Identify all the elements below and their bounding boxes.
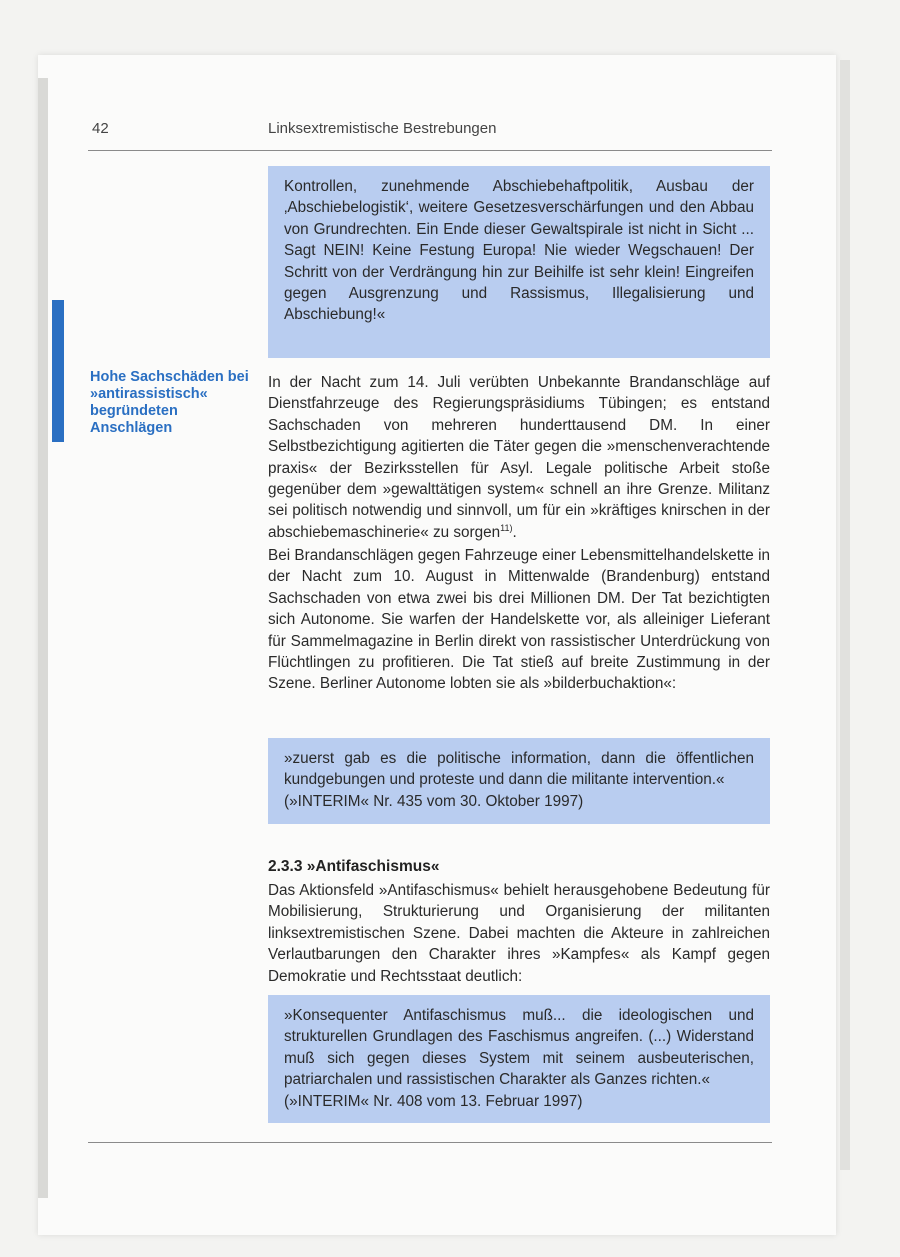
quote-bottom-text: »Konsequenter Antifaschismus muß... die ideologischen und strukturellen Grundlagen des Faschismus angreifen. (...) Widerstand muß sich gegen dieses System mit seinem ausbeuterischen, patriarchalen und rassistischen Charakter als Ganzes richten.«	[284, 1007, 754, 1089]
running-title: Linksextremistische Bestrebungen	[268, 120, 497, 137]
paragraph-1	[268, 372, 770, 543]
quote-middle-source: (»INTERIM« Nr. 435 vom 30. Oktober 1997)	[284, 792, 584, 810]
margin-accent-tab	[52, 300, 64, 442]
section-heading: 2.3.3 »Antifaschismus«	[268, 858, 440, 875]
quote-box-bottom	[268, 995, 770, 1123]
section-paragraph: Das Aktionsfeld »Antifaschismus« behielt herausgehobene Bedeutung für Mobilisierung, Strukturierung und Organisierung der militanten linksextremistischen Szene. Dabei machten die Akteure in zahlreichen Verlautbarungen den Charakter ihres »Kampfes« als Kampf gegen Demokratie und Rechtsstaat deutlich:	[268, 882, 770, 985]
quote-box-middle	[268, 738, 770, 824]
paragraph-1-end: .	[512, 523, 517, 541]
quote-middle-text: »zuerst gab es die politische information, dann die öffentlichen kundgebungen und proteste und dann die militante intervention.«	[284, 750, 754, 789]
header-rule	[88, 150, 772, 151]
margin-note: Hohe Sachschäden bei »antirassistisch« begründeten Anschlägen	[90, 369, 249, 436]
quote-top-text: Kontrollen, zunehmende Abschiebehaftpolitik, Ausbau der ‚Abschiebelogistik‘, weitere Gesetzesverschärfungen und den Abbau von Grundrechten. Ein Ende dieser Gewaltspirale ist nicht in Sicht ... Sagt NEIN! Keine Festung Europa! Nie wieder Wegschauen! Der Schritt von der Verdrängung hin zur Beihilfe ist sehr klein! Eingreifen gegen Ausgrenzung und Rassismus, Illegalisierung und Abschiebung!«	[284, 178, 754, 324]
footer-rule	[88, 1142, 772, 1143]
quote-box-top	[268, 166, 770, 358]
page-right-edge	[840, 60, 850, 1170]
page-left-edge	[38, 78, 48, 1198]
paragraph-2: Bei Brandanschlägen gegen Fahrzeuge einer Lebensmittelhandelskette in der Nacht zum 10. August in Mittenwalde (Brandenburg) entstand Sachschaden von etwa zwei bis drei Millionen DM. Der Tat bezichtigten sich Autonome. Sie warfen der Handelskette vor, als alleiniger Lieferant für Sammelmagazine in Berlin direkt von rassistischer Unterdrückung von Flüchtlingen zu profitieren. Die Tat stieß auf breite Zustimmung in der Szene. Berliner Autonome lobten sie als »bilderbuchaktion«:	[268, 547, 770, 693]
page-number: 42	[92, 120, 109, 137]
paragraph-1-text: In der Nacht zum 14. Juli verübten Unbekannte Brandanschläge auf Dienstfahrzeuge des Regierungspräsidiums Tübingen; es entstand Sachschaden von mehreren hunderttausend DM. In einer Selbstbezichtigung agitierten die Täter gegen die »menschenverachtende praxis« der Bezirksstellen für Asyl. Legale politische Arbeit stoße gegenüber dem »gewalttätigen system« schnell an ihre Grenze. Militanz sei politisch notwendig und sinnvoll, um für ein »kräftiges knirschen in der abschiebemaschinerie« zu sorgen	[268, 374, 770, 541]
footnote-marker: 11)	[500, 522, 513, 533]
quote-bottom-source: (»INTERIM« Nr. 408 vom 13. Februar 1997)	[284, 1092, 583, 1110]
